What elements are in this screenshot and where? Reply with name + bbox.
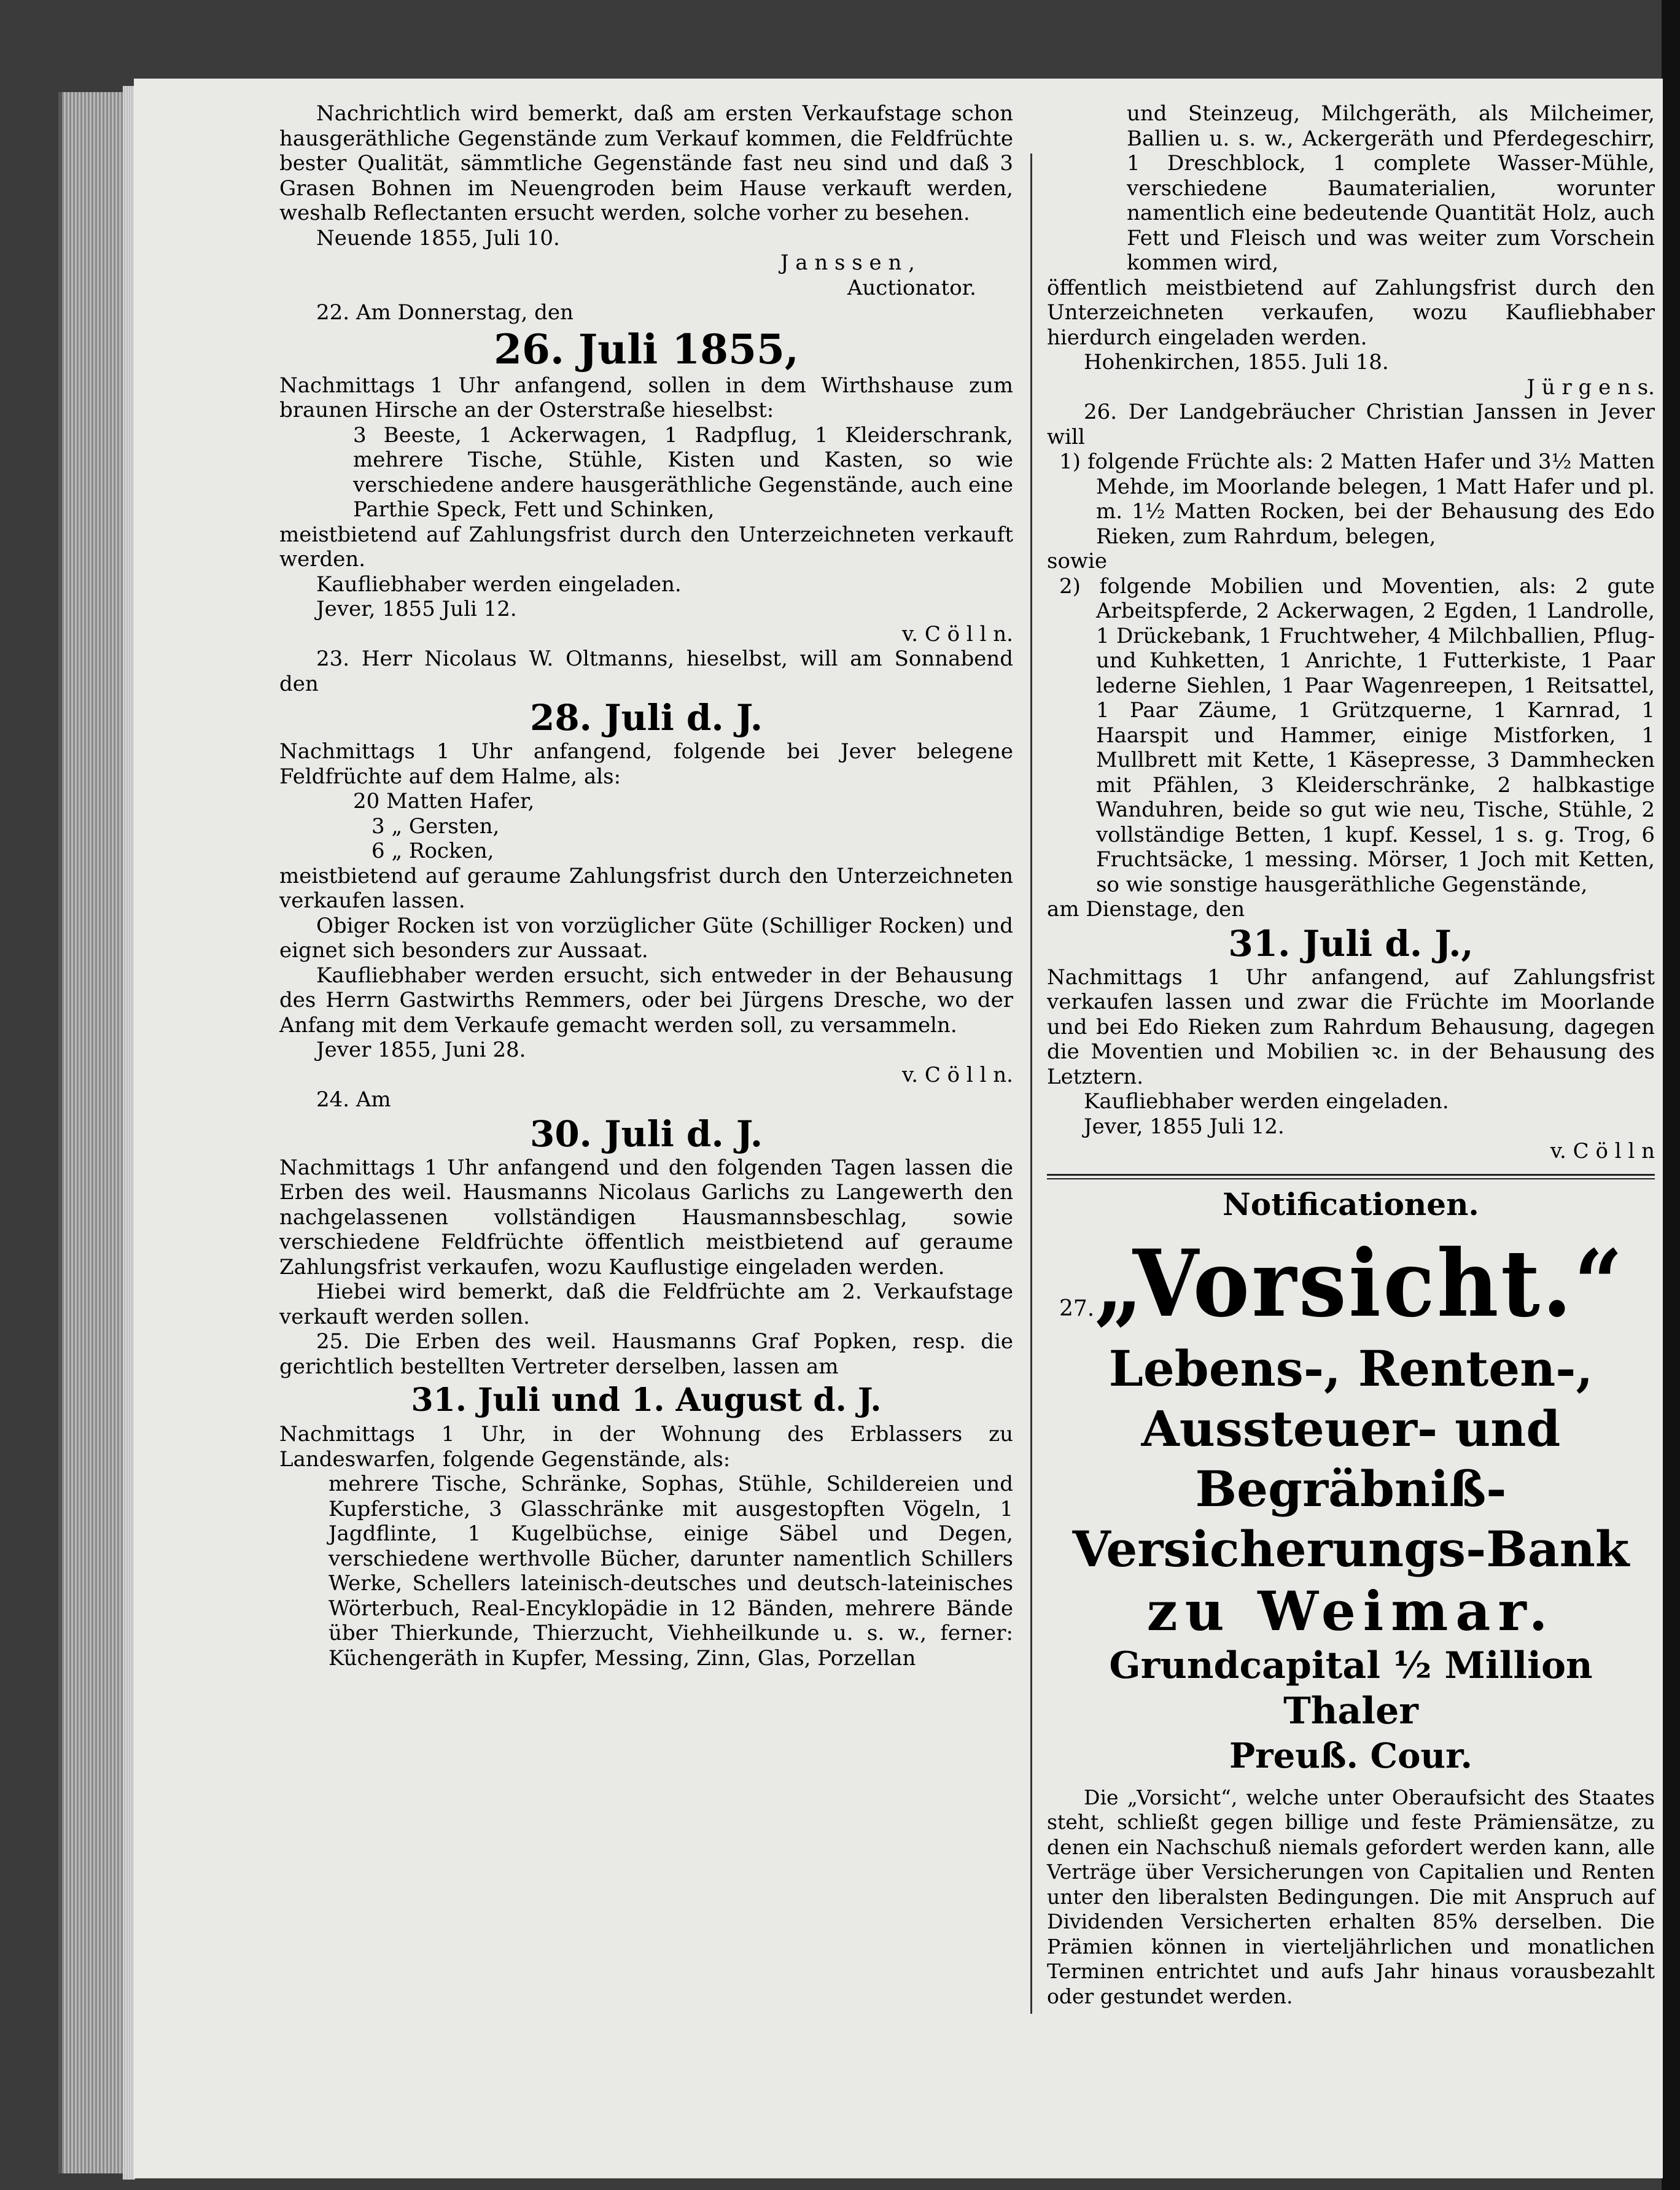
item-25-text2: öffentlich meistbietend auf Zahlungsfrist durch den Unterzeichneten verkaufen, wozu Kaufliebhaber hierdurch eingeladen werden. <box>1047 275 1655 350</box>
item-23-intro: 23. Herr Nicolaus W. Oltmanns, hieselbst, will am Sonnabend den <box>279 647 1013 696</box>
section-rule <box>1047 1174 1655 1179</box>
item-22-invite: Kaufliebhaber werden eingeladen. <box>316 572 682 597</box>
item-23-text: Nachmittags 1 Uhr anfangend, folgende bei Jever belegene Feldfrüchte auf dem Halme, als: <box>279 739 1013 789</box>
list-item: 3 „ Gersten, <box>371 813 500 839</box>
list-item: 20 Matten Hafer, <box>353 789 535 813</box>
item-25-items: mehrere Tische, Schränke, Sophas, Stühle, Schildereien und Kupferstiche, 3 Glasschränke mit ausgestopften Vögeln, 1 Jagdflinte, 1 Kugelbüchse, einige Säbel und Degen, verschiedene werthvolle Bücher, darunter namentlich Schillers Werke, Schellers lateinisch-deutsches und deutsch-lateinisches Wörterbuch, Real-Encyklopädie in 12 Bänden, mehrere Bände über Thierkunde, Thierzucht, Viehheilkunde u. s. w., ferner: Küchengeräth in Kupfer, Messing, Zinn, Glas, Porzellan <box>329 1472 1013 1671</box>
item-25-place: Hohenkirchen, 1855. Juli 18. <box>1084 350 1389 375</box>
item-23-place: Jever 1855, Juni 28. <box>316 1038 526 1062</box>
item-23-signature: v. C ö l l n. <box>902 1062 1013 1087</box>
notice-paragraph: Nachrichtlich wird bemerkt, daß am ersten Verkaufstage schon hausgeräthliche Gegenstände zum Verkauf kommen, die Feldfrüchte bester Qualität, sämmtliche Gegenstände fast neu sind und daß 3 Grasen Bohnen im Neuengroden beim Hause verkauft werden, weshalb Reflectanten ersucht werden, solche vorher zu besehen. <box>279 101 1013 225</box>
column-divider <box>1030 153 1032 2014</box>
item-24-intro: 24. Am <box>316 1087 391 1112</box>
item-26-signature: v. C ö l l n <box>1550 1139 1655 1163</box>
item-27-number: 27. <box>1059 1295 1095 1321</box>
bank-currency: Preuß. Cour. <box>1229 1735 1472 1776</box>
item-22-signature: v. C ö l l n. <box>902 621 1013 647</box>
item-25-text: Nachmittags 1 Uhr, in der Wohnung des Erblassers zu Landeswarfen, folgende Gegenstände, als: <box>279 1422 1013 1472</box>
list-item: 6 „ Rocken, <box>371 839 494 863</box>
signature: J a n s s e n , <box>780 250 915 275</box>
item-22-items: 3 Beeste, 1 Ackerwagen, 1 Radpflug, 1 Kleiderschrank, mehrere Tische, Stühle, Kisten und Kasten, so wie verschiedene andere hausgeräthliche Gegenstände, auch eine Parthie Speck, Fett und Schinken, <box>353 422 1013 522</box>
section-heading: Notificationen. <box>1223 1186 1479 1222</box>
item-22-place: Jever, 1855 Juli 12. <box>316 597 517 621</box>
item-25-date: 31. Juli und 1. August d. J. <box>411 1381 882 1419</box>
item-23-text4: Kaufliebhaber werden ersucht, sich entweder in der Behausung des Herrn Gastwirths Remmers, oder bei Jürgens Dresche, wo der Anfang mit dem Verkaufe gemacht werden soll, zu versammeln. <box>279 963 1013 1038</box>
item-26-place: Jever, 1855 Juli 12. <box>1084 1114 1285 1139</box>
bank-name: Lebens-, Renten-, Aussteuer- und Begräbniß-Versicherungs-Bank <box>1072 1339 1630 1578</box>
item-26-on: am Dienstage, den <box>1047 897 1245 922</box>
item-24-date: 30. Juli d. J. <box>529 1112 763 1155</box>
right-column <box>1047 101 1655 2009</box>
item-25-continuation: und Steinzeug, Milchgeräth, als Milcheimer, Ballien u. s. w., Ackergeräth und Pferdegeschirr, 1 Dreschblock, 1 complete Wasser-Mühle, verschiedene Baumaterialien, worunter namentlich eine bedeutende Quantität Holz, auch Fett und Fleisch und was weiter zum Vorschein kommen wird, <box>1127 101 1655 275</box>
item-25-intro: 25. Die Erben des weil. Hausmanns Graf Popken, resp. die gerichtlich bestellten Vertreter derselben, lassen am <box>279 1329 1013 1379</box>
item-26-text: Nachmittags 1 Uhr anfangend, auf Zahlungsfrist verkaufen lassen und zwar die Früchte im Moorlande und bei Edo Rieken zum Rahrdum Behausung, dagegen die Moventien und Mobilien ꝛc. in der Behausung des Letztern. <box>1047 965 1655 1089</box>
left-column <box>279 101 1013 1671</box>
advert-title-row <box>1047 1229 1655 1338</box>
notice-place-date: Neuende 1855, Juli 10. <box>316 225 560 250</box>
item-23-text3: Obiger Rocken ist von vorzüglicher Güte (Schilliger Rocken) und eignet sich besonders zur Aussaat. <box>279 913 1013 963</box>
item-24-text: Nachmittags 1 Uhr anfangend und den folgenden Tagen lassen die Erben des weil. Hausmanns Nicolaus Garlichs zu Langewerth den nachgelassenen vollständigen Hausmannsbeschlag, sowie verschiedene Feldfrüchte öffentlich meistbietend auf geraume Zahlungsfrist verkaufen, wozu Kauflustige eingeladen werden. <box>279 1155 1013 1279</box>
item-22-text2: meistbietend auf Zahlungsfrist durch den Unterzeichneten verkauft werden. <box>279 522 1013 572</box>
item-26-intro: 26. Der Landgebräucher Christian Janssen in Jever will <box>1047 400 1655 449</box>
item-26-sowie: sowie <box>1047 549 1108 573</box>
signature-role: Auctionator. <box>847 275 976 300</box>
item-24-text2: Hiebei wird bemerkt, daß die Feldfrüchte am 2. Verkaufstage verkauft werden sollen. <box>279 1279 1013 1329</box>
item-26-invite: Kaufliebhaber werden eingeladen. <box>1084 1089 1449 1114</box>
bank-city: zu Weimar. <box>1146 1578 1555 1643</box>
item-22-text: Nachmittags 1 Uhr anfangend, sollen in dem Wirthshause zum braunen Hirsche an der Osterstraße hieselbst: <box>279 373 1013 422</box>
page-stack <box>123 86 135 2180</box>
item-26-point-1: 1) folgende Früchte als: 2 Matten Hafer und 3½ Matten Mehde, im Moorlande belegen, 1 Matt Hafer und pl. m. 1½ Matten Rocken, bei der Behausung des Edo Rieken, zum Rahrdum, belegen, <box>1059 449 1655 549</box>
item-26-date: 31. Juli d. J., <box>1228 922 1474 965</box>
advert-title: „Vorsicht.“ <box>1094 1229 1625 1338</box>
item-22-date: 26. Juli 1855, <box>494 325 799 373</box>
bank-description: Die „Vorsicht“, welche unter Oberaufsicht des Staates steht, schließt gegen billige und feste Prämiensätze, zu denen ein Nachschuß niemals gefordert werden kann, alle Verträge über Versicherungen von Capitalien und Renten unter den liberalsten Bedingungen. Die mit Anspruch auf Dividenden Versicherten erhalten 85% derselben. Die Prämien können in vierteljährlichen und monatlichen Terminen entrichtet und aufs Jahr hinaus vorausbezahlt oder gestundet werden. <box>1047 1785 1655 2008</box>
item-25-signature: J ü r g e n s. <box>1526 375 1655 400</box>
bank-capital: Grundcapital ½ Million Thaler <box>1109 1644 1593 1733</box>
item-22-intro: 22. Am Donnerstag, den <box>316 300 574 325</box>
item-23-text2: meistbietend auf geraume Zahlungsfrist durch den Unterzeichneten verkaufen lassen. <box>279 863 1013 913</box>
scan-border <box>1662 0 1680 2190</box>
item-23-date: 28. Juli d. J. <box>529 697 763 739</box>
item-26-point-2: 2) folgende Mobilien und Moventien, als: 2 gute Arbeitspferde, 2 Ackerwagen, 2 Egden, 1 Landrolle, 1 Drückebank, 1 Fruchtweher, 4 Milchballien, Pflug- und Kuhketten, 1 Anrichte, 1 Futterkiste, 1 Paar lederne Siehlen, 1 Paar Wagenreepen, 1 Reitsattel, 1 Paar Zäume, 1 Grützquerne, 1 Karnrad, 1 Haarspit und Hammer, einige Mistforken, 1 Mullbrett mit Kette, 1 Käsepresse, 3 Dammhecken mit Pfählen, 3 Kleiderschränke, 2 halbkastige Wanduhren, beide so gut wie neu, Tische, Stühle, 2 vollständige Betten, 1 kupf. Kessel, 1 s. g. Trog, 6 Fruchtsäcke, 1 messing. Mörser, 1 Joch mit Ketten, so wie sonstige hausgeräthliche Gegenstände, <box>1059 573 1655 897</box>
